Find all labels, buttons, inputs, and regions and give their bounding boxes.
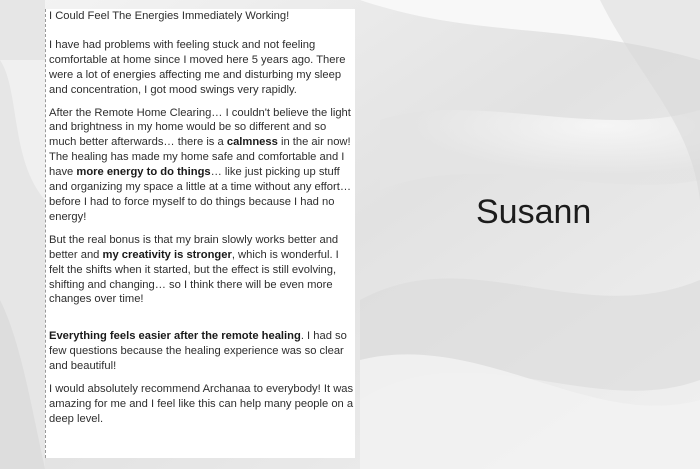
text-run: . I had so few questions because the healing experience was so clear and beautiful! — [49, 330, 347, 373]
bold-text: my creativity is stronger — [102, 248, 232, 261]
text-run: … like just picking up stuff and organizing my space a little at a time without any effort… before I had to force myself to do things because I had no energy! — [49, 166, 352, 223]
testimonial-paragraph-2 — [49, 106, 355, 225]
text-run: But the real bonus is that my brain slowly works better and better and — [49, 233, 339, 261]
testimonial-paragraph-5: I would absolutely recommend Archanaa to everybody! It was amazing for me and I feel like this can help many people on a deep level. — [49, 383, 354, 425]
author-name: Susann — [476, 193, 592, 231]
testimonial-title: I Could Feel The Energies Immediately Working! — [49, 10, 290, 22]
spacer — [49, 315, 355, 329]
testimonial-paragraph-3 — [49, 233, 355, 308]
bold-text: calmness — [226, 136, 278, 149]
text-run: in the air now! The healing has made my home safe and comfortable and I have — [49, 136, 351, 179]
text-run: After the Remote Home Clearing… I couldn't believe the light and brightness in my home would be so different and so much better afterwards… there is a — [49, 106, 351, 149]
testimonial-card — [45, 9, 355, 458]
testimonial-paragraph-4 — [49, 329, 355, 374]
text-run: , which is wonderful. I felt the shifts when it started, but the effect is still evolving, shifting and changing… so I think there will be even more changes over time! — [49, 248, 339, 306]
bold-text: more energy to do things — [76, 166, 211, 179]
testimonial-paragraph-1: I have had problems with feeling stuck and not feeling comfortable at home since I moved here 5 years ago. There were a lot of energies affecting me and disturbing my sleep and concentration, I got mood swings very rapidly. — [49, 38, 346, 96]
bold-text: Everything feels easier after the remote healing — [49, 330, 301, 343]
